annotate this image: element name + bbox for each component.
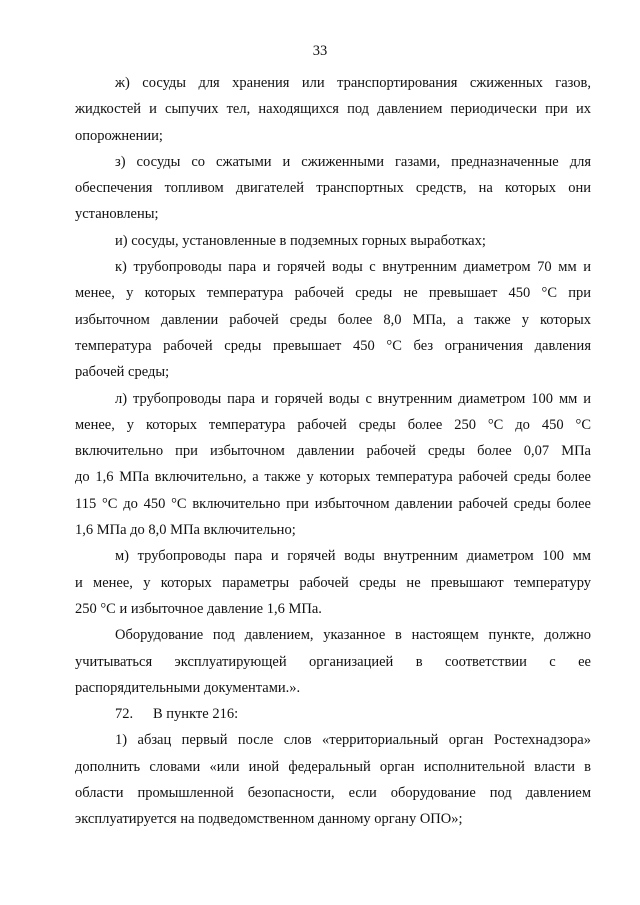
paragraph-k [75,254,591,385]
paragraph-z [75,149,591,228]
text-line: менее, у которых температура рабочей среды более 250 °С до 450 °С [75,416,591,433]
text-line: и) сосуды, установленные в подземных горных выработках; [115,232,486,249]
paragraph-i [75,228,591,254]
text-line: обеспечения топливом двигателей транспортных средств, на которых они [75,180,591,197]
text-line: области промышленной безопасности, если оборудование под давлением [75,785,591,802]
text-line: температура рабочей среды превышает 450 °С без ограничения давления [75,337,591,354]
text-line: к) трубопроводы пара и горячей воды с внутренним диаметром 70 мм и [115,259,591,276]
text-line [75,701,591,727]
text-line: л) трубопроводы пара и горячей воды с внутренним диаметром 100 мм и [115,390,591,407]
document-body [75,70,591,833]
text-line: включительно при избыточном давлении рабочей среды более 0,07 МПа [75,443,591,460]
paragraph-equipment [75,622,591,701]
paragraph-m [75,543,591,622]
text-line: до 1,6 МПа включительно, а также у которых температура рабочей среды более [75,469,591,486]
paragraph-l [75,386,591,544]
paragraph-point-72 [75,701,591,727]
point-number: 72. [115,706,134,723]
text-line: Оборудование под давлением, указанное в настоящем пункте, должно [115,627,591,644]
text-line: 1) абзац первый после слов «территориальный орган Ростехнадзора» [115,732,591,749]
text-line: ж) сосуды для хранения или транспортирования сжиженных газов, [115,75,591,91]
text-line: распорядительными документами.». [75,679,301,696]
text-line: установлены; [75,206,159,223]
text-line: эксплуатируется на подведомственном данному органу ОПО»; [75,811,463,828]
text-line: учитываться эксплуатирующей организацией в соответствии с ее [75,653,591,670]
text-line: 115 °С до 450 °С включительно при избыточном давлении рабочей среды более [75,495,591,512]
page-number: 33 [312,43,328,59]
text-line: жидкостей и сыпучих тел, находящихся под давлением периодически при их [75,101,591,118]
text-line: дополнить словами «или иной федеральный орган исполнительной власти в [75,758,591,775]
text-line: менее, у которых температура рабочей среды не превышает 450 °С при [75,285,591,302]
text-line: з) сосуды со сжатыми и сжиженными газами, предназначенные для [115,153,591,170]
text-line: и менее, у которых параметры рабочей среды не превышают температуру [75,574,591,591]
text-line: 1,6 МПа до 8,0 МПа включительно; [75,522,296,539]
text-line: рабочей среды; [75,364,170,381]
paragraph-zh [75,70,591,149]
text-line: опорожнении; [75,127,163,144]
paragraph-sub-1 [75,727,591,832]
text-line: м) трубопроводы пара и горячей воды внутренним диаметром 100 мм [115,548,591,565]
point-heading: В пункте 216: [153,706,239,723]
text-line: избыточном давлении рабочей среды более 8,0 МПа, а также у которых [75,311,591,328]
text-line: 250 °С и избыточное давление 1,6 МПа. [75,600,322,617]
